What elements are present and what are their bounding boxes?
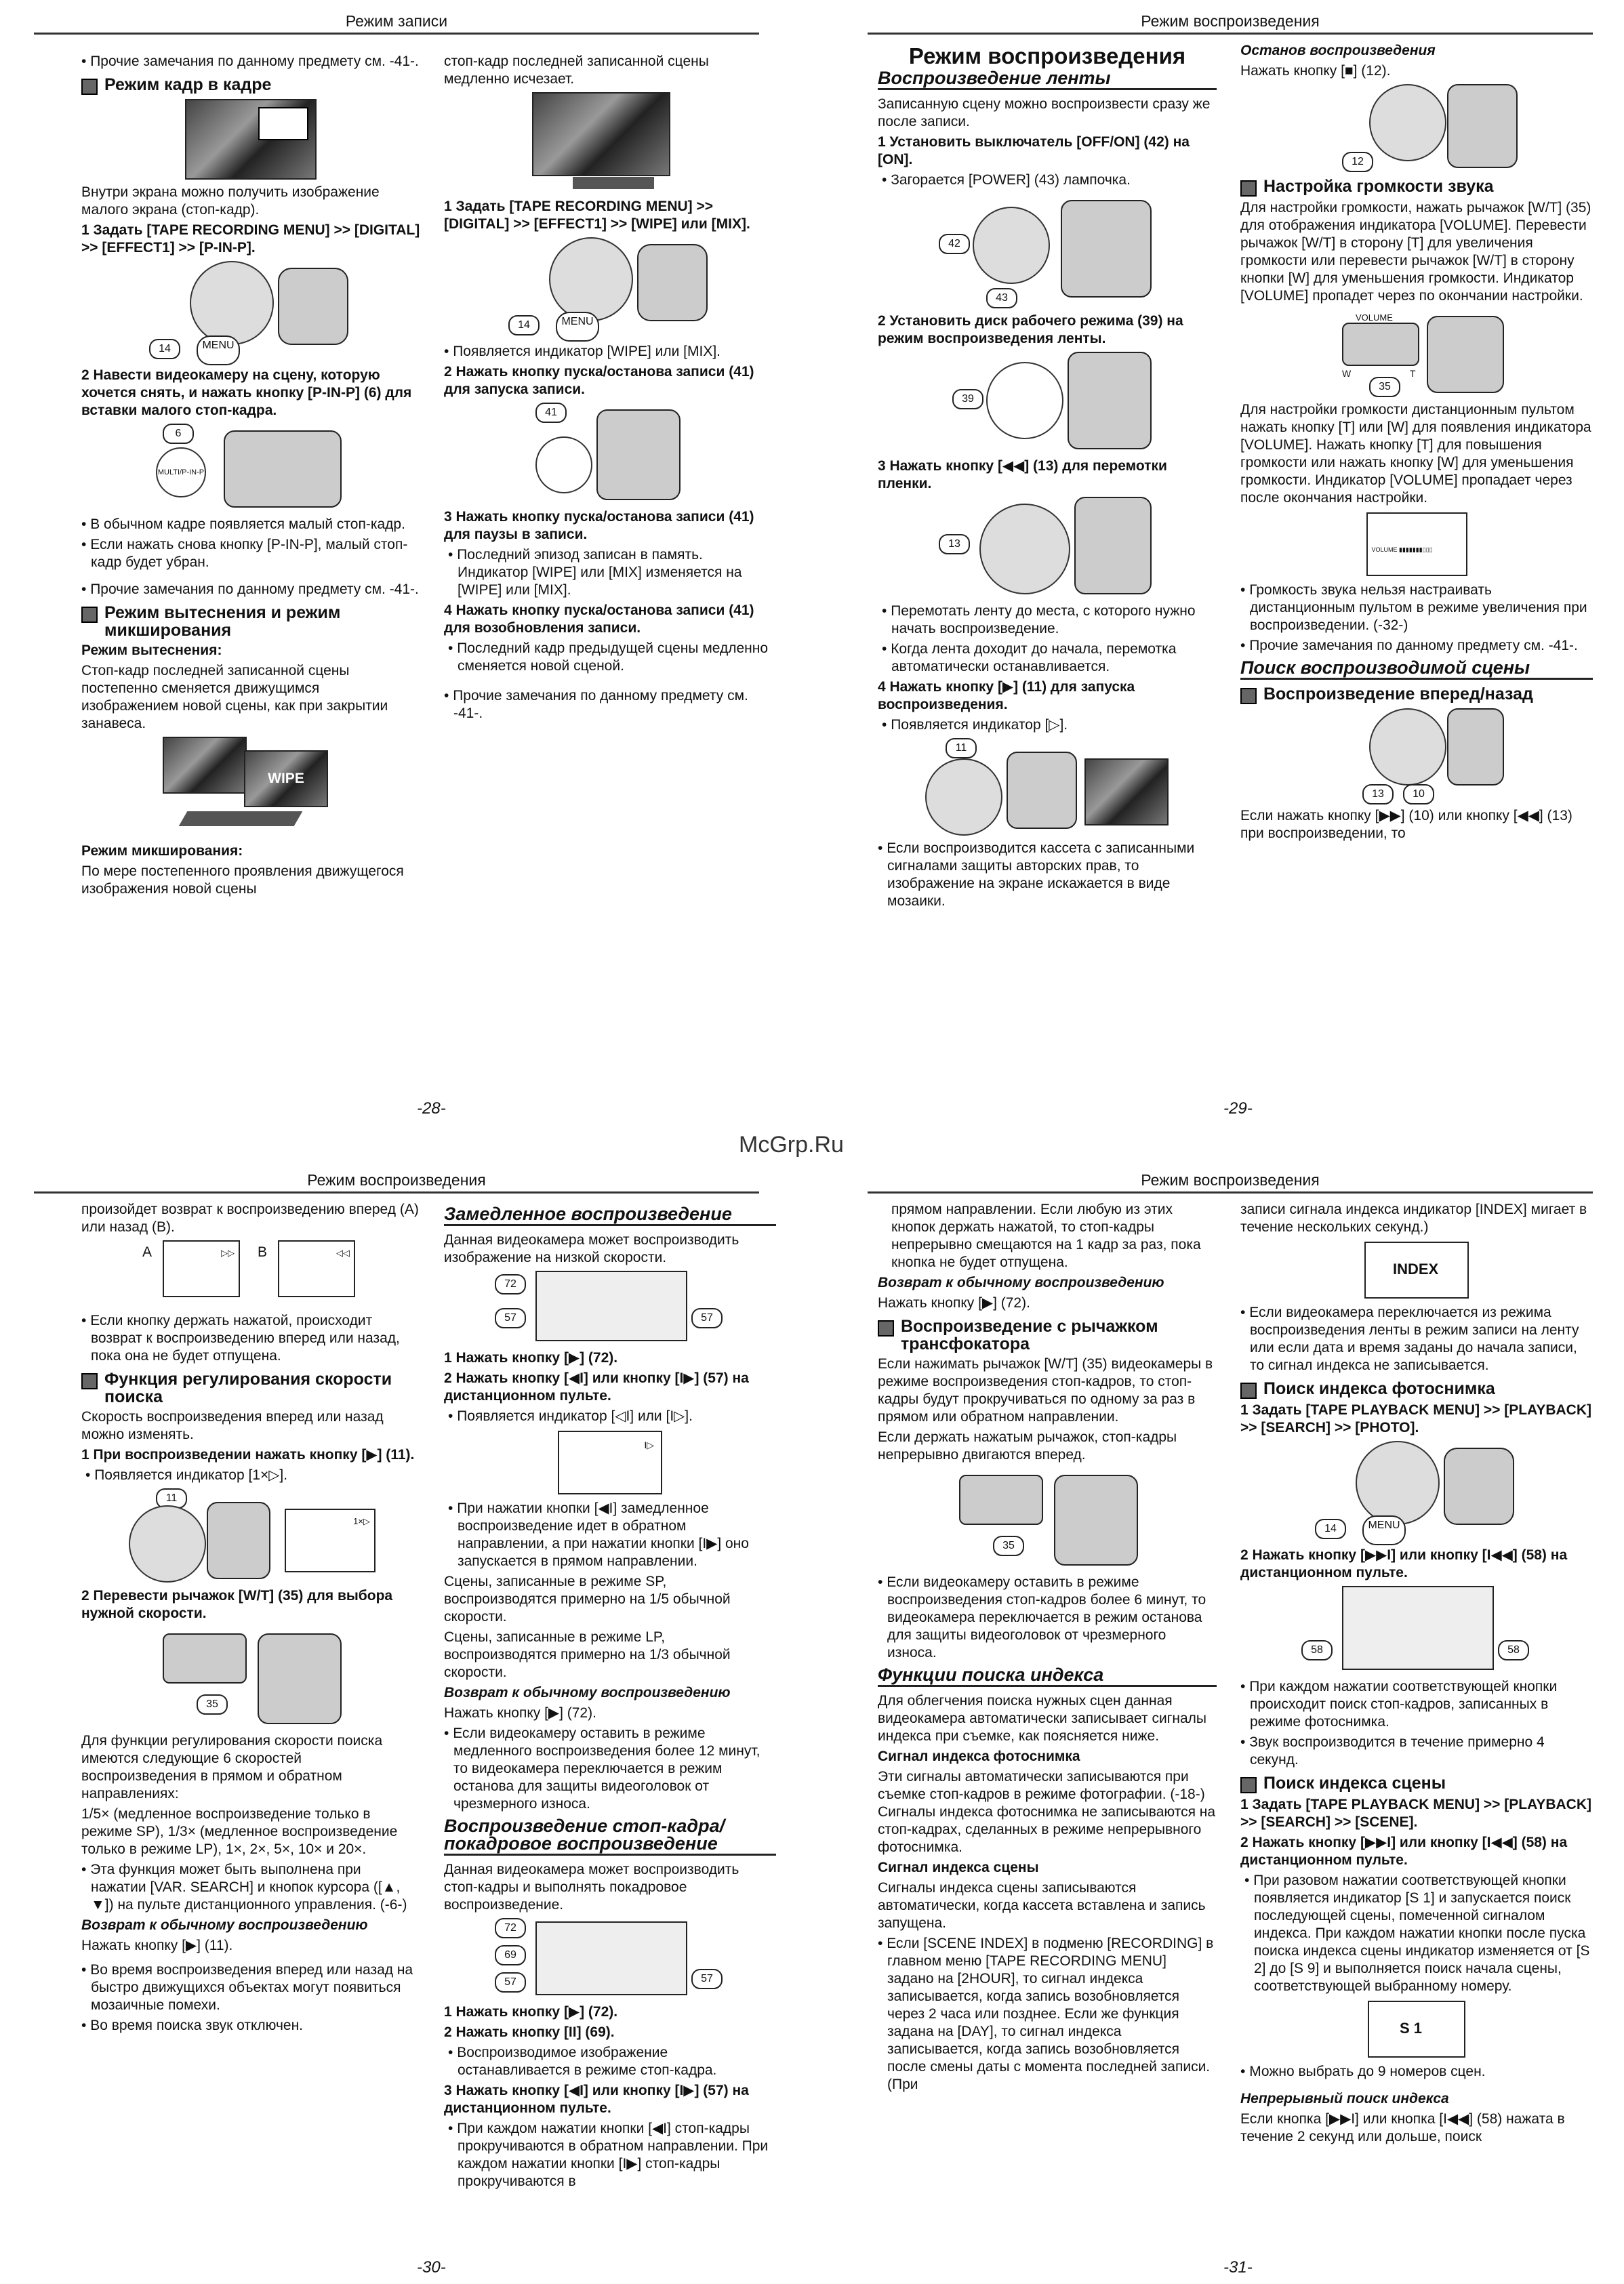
page-31 (834, 1159, 1613, 2284)
page-header: Режим воспроизведения (868, 1171, 1593, 1194)
label-35: 35 (1369, 377, 1400, 397)
zoom-lever-icon (1342, 323, 1419, 366)
step: 2 Установить диск рабочего режима (39) на режим воспроизведения ленты. (878, 313, 1183, 346)
label-35: 35 (993, 1536, 1024, 1556)
square-icon (81, 79, 98, 95)
label-41: 41 (535, 403, 567, 423)
volume-screen (1366, 512, 1467, 576)
label-b: B (258, 1244, 268, 1260)
step: 1 При воспроизведении нажать кнопку [▶] (11). (81, 1447, 415, 1463)
paragraph: Для облегчения поиска нужных сцен данная видеокамера автоматически записывает сигналы индекса при съемке, как поясняется ниже. (878, 1693, 1206, 1744)
paragraph: Стоп-кадр последней записанной сцены постепенно сменяется движущимся изображением новой сцены, как при закрытии занавеса. (81, 663, 388, 731)
mode-dial-illustration (939, 352, 1156, 453)
section-heading (878, 1318, 1217, 1353)
bullet: • Если кнопку держать нажатой, происходит возврат к воспроизведению вперед или назад, пока она не будет отпущена. (81, 1312, 420, 1365)
speed-indicator: 1×▷ (353, 1516, 370, 1526)
paragraph: Сигналы индекса сцены записываются автоматически, когда кассета вставлена и запись запущена. (878, 1880, 1206, 1931)
paragraph: Нажать кнопку [■] (12). (1240, 63, 1391, 79)
record-button-icon (535, 436, 592, 493)
bullet: • Если нажать снова кнопку [P-IN-P], малый стоп-кадр будет убран. (81, 536, 420, 571)
page-header: Режим записи (34, 12, 759, 35)
paragraph: Данная видеокамера может воспроизводить стоп-кадры и выполнять покадровое воспроизведение. (444, 1862, 739, 1913)
label-57: 57 (495, 1972, 526, 1993)
camera-body-icon (596, 409, 681, 500)
column-right (444, 1201, 776, 2193)
stop-illustration (1315, 84, 1518, 172)
camera-body-icon (207, 1502, 270, 1579)
bullet: • В обычном кадре появляется малый стоп-кадр. (81, 516, 420, 533)
section-heading (81, 604, 420, 639)
lever-illustration (946, 1468, 1149, 1570)
page-number: -28- (417, 1099, 446, 1118)
label-6: 6 (163, 424, 194, 444)
watermark: McGrp.Ru (739, 1132, 844, 1158)
page-header: Режим воспроизведения (34, 1171, 759, 1194)
subheading: Останов воспроизведения (1240, 43, 1436, 58)
index-indicator: INDEX (1393, 1261, 1439, 1278)
section-title: Настройка громкости звука (1263, 177, 1494, 196)
paragraph: произойдет возврат к воспроизведению вперед (A) или назад (B). (81, 1202, 419, 1235)
paragraph: Записанную сцену можно воспроизвести сразу же после записи. (878, 96, 1211, 129)
paragraph: 1/5× (медленное воспроизведение только в режиме SP), 1/3× (медленное воспроизведение только в режиме LP), 1×, 2×, 5×, 10× и 20×. (81, 1806, 398, 1857)
section-title: Поиск индекса сцены (1263, 1774, 1446, 1793)
label-57: 57 (691, 1308, 723, 1328)
label-14: 14 (149, 339, 180, 359)
bullet: • Появляется индикатор [WIPE] или [MIX]. (444, 343, 776, 361)
step: 2 Нажать кнопку [▶▶I] или кнопку [I◀◀] (58) на дистанционном пульте. (1240, 1835, 1568, 1868)
step: 3 Нажать кнопку пуска/останова записи (41) для паузы в записи. (444, 509, 754, 542)
remote-illustration (1301, 1586, 1532, 1674)
column-right (1240, 42, 1593, 845)
arrow-icon (573, 177, 654, 189)
cursor-dial-icon (190, 261, 274, 345)
volume-bar: VOLUME ▮▮▮▮▮▮▮▯▯▯ (1371, 546, 1433, 553)
section-heading (1240, 178, 1593, 197)
paragraph: Для настройки громкости, нажать рычажок [W/T] (35) для отображения индикатора [VOLUME]. Перевести рычажок [W/T] в сторону [T] для увеличения громкости или перевести рычажок [W/T] в сторону кнопки [W] для уменьшения громкости. Индикатор [VOLUME] пропадет через по окончании настройки. (1240, 200, 1591, 304)
paragraph: Если держать нажатым рычажок, стоп-кадры непрерывно двигаются вперед. (878, 1429, 1177, 1463)
pip-illustration (185, 99, 317, 180)
remote-illustration (495, 1918, 725, 1999)
paragraph: Для настройки громкости дистанционным пультом нажать кнопку [T] или [W] для появления индикатора [VOLUME]. Нажать кнопку [T] для повышения громкости или нажать кнопку [W] для уменьшения громкости. Индикатор [VOLUME] пропадает через после окончания настройки. (1240, 402, 1591, 506)
paragraph: Нажать кнопку [▶] (72). (878, 1295, 1030, 1311)
bullet: • Появляется индикатор [▷]. (878, 716, 1217, 734)
camera-body-icon (1061, 200, 1152, 298)
bullet: • Громкость звука нельзя настраивать дистанционным пультом в режиме увеличения при воспроизведении. (-32-) (1240, 582, 1593, 634)
paragraph: прямом направлении. Если любую из этих кнопок держать нажатой, то стоп-кадры непрерывно смещаются на 1 кадр за раз, пока кнопка не будет отпущена. (891, 1202, 1201, 1270)
step: 3 Нажать кнопку [◀I] или кнопку [I▶] (57) на дистанционном пульте. (444, 2083, 749, 2116)
bullet: • При нажатии кнопки [◀I] замедленное воспроизведение идет в обратном направлении, а при нажатии кнопки [I▶] оно запускается в прямом направлении. (444, 1500, 776, 1570)
paragraph: стоп-кадр последней записанной сцены медленно исчезает. (444, 54, 709, 87)
camera-body-icon (1068, 352, 1152, 449)
column-left (878, 1201, 1217, 2096)
paragraph: Внутри экрана можно получить изображение малого экрана (стоп-кадр). (81, 184, 380, 218)
section-title: Поиск индекса фотоснимка (1263, 1379, 1495, 1398)
section-heading (81, 1370, 420, 1406)
bullet: • Если [SCENE INDEX] в подменю [RECORDING] в главном меню [TAPE RECORDING MENU] задано на [2HOUR], то сигнал индекса записывается, когда запись возобновляется через 2 часа или позднее. Если же функция задана на [DAY], то сигнал индекса записывается, когда запись возобновляется после смены даты с момента последней записи. (При (878, 1935, 1217, 2094)
camera-body-icon (1074, 497, 1152, 594)
page-title: Режим воспроизведения (908, 43, 1186, 68)
playback-screen (1084, 758, 1169, 825)
subheading: Непрерывный поиск индекса (1240, 2091, 1449, 2106)
label-72: 72 (495, 1918, 526, 1938)
step: 1 Задать [TAPE RECORDING MENU] >> [DIGITAL] >> [EFFECT1] >> [P-IN-P]. (81, 222, 420, 256)
step: 1 Задать [TAPE PLAYBACK MENU] >> [PLAYBACK] >> [SEARCH] >> [PHOTO]. (1240, 1402, 1591, 1435)
section-title: Режим вытеснения и режим микширования (104, 603, 341, 640)
column-right (1240, 1201, 1593, 2148)
menu-button-icon: MENU (1362, 1515, 1406, 1545)
step: 1 Нажать кнопку [▶] (72). (444, 2004, 618, 2020)
subsection-title: Воспроизведение ленты (878, 69, 1217, 90)
paragraph: Если кнопка [▶▶I] или кнопка [I◀◀] (58) нажата в течение 2 секунд или дольше, поиск (1240, 2111, 1565, 2144)
direction-screens (142, 1240, 359, 1308)
t-label: T (1410, 368, 1416, 379)
bullet: • Если видеокамеру оставить в режиме медленного воспроизведения более 12 минут, то видеокамера переключается в режим останова для защиты видеоголовок от чрезмерного износа. (444, 1725, 776, 1813)
bullet: • Если видеокамера переключается из режима воспроизведения ленты в режим записи на ленту или если дата и время заданы до начала записи, то сигнал индекса не записывается. (1240, 1304, 1593, 1374)
label-57: 57 (691, 1969, 723, 1989)
camera-body-icon (1444, 1448, 1514, 1525)
zoom-lever-icon (959, 1475, 1043, 1525)
paragraph: Нажать кнопку [▶] (11). (81, 1938, 233, 1953)
camera-body-icon (1447, 708, 1504, 786)
note: • Прочие замечания по данному предмету см. -41-. (81, 53, 420, 70)
label-a: A (142, 1244, 153, 1260)
subheading: Режим микширования: (81, 843, 243, 859)
rewind-illustration (939, 497, 1156, 598)
square-icon (81, 1373, 98, 1389)
paragraph: Скорость воспроизведения вперед или назад можно изменять. (81, 1409, 384, 1442)
w-label: W (1342, 368, 1352, 379)
label-43: 43 (986, 288, 1017, 308)
bullet: • Эта функция может быть выполнена при нажатии [VAR. SEARCH] и кнопок курсора ([▲, ▼]) на пульте дистанционного управления. (-6-) (81, 1861, 420, 1914)
camera-menu-illustration (1315, 1441, 1518, 1543)
slow-screen (558, 1431, 662, 1494)
mode-dial-icon (986, 362, 1063, 439)
camera-body-icon (258, 1633, 342, 1724)
section-heading (1240, 1774, 1593, 1793)
bullet: • Во время воспроизведения вперед или назад на быстро движущихся объектах могут появиться мозаичные помехи. (81, 1961, 420, 2014)
bullet: • Последний кадр предыдущей сцены медленно сменяется новой сценой. (444, 640, 776, 675)
subheading: Возврат к обычному воспроизведению (81, 1917, 368, 1933)
camera-body-icon (1007, 752, 1077, 829)
subheading: Возврат к обычному воспроизведению (444, 1685, 731, 1700)
play-illustration (925, 738, 1169, 833)
page-29 (834, 0, 1613, 1125)
step: 1 Нажать кнопку [▶] (72). (444, 1350, 618, 1366)
paragraph: Если нажать кнопку [▶▶] (10) или кнопку [◀◀] (13) при воспроизведении, то (1240, 808, 1572, 841)
bullet: • Когда лента доходит до начала, перемотка автоматически останавливается. (878, 640, 1217, 676)
camera-menu-illustration (508, 237, 712, 339)
label-13: 13 (939, 534, 970, 554)
scene-indicator: S 1 (1400, 2020, 1423, 2037)
zoom-lever-icon (163, 1633, 247, 1684)
paragraph: Нажать кнопку [▶] (72). (444, 1705, 596, 1721)
speed-illustration (115, 1488, 386, 1583)
column-left (878, 42, 1217, 913)
paragraph: Данная видеокамера может воспроизводить изображение на низкой скорости. (444, 1232, 739, 1265)
mix-illustration (525, 92, 695, 194)
square-icon (1240, 180, 1257, 197)
paragraph: Для функции регулирования скорости поиска имеются следующие 6 скоростей воспроизведения в прямом и обратном направлениях: (81, 1733, 383, 1801)
camera-body-icon (1427, 316, 1504, 393)
remote-buttons-icon (535, 1921, 687, 1995)
paragraph: Эти сигналы автоматически записываются при съемке стоп-кадров в режиме фотографии. (-18-) Сигналы индекса фотоснимка не записываются на стоп-кадрах, сделанных в режиме непрерывного фотоснимка. (878, 1769, 1216, 1855)
bullet: • Появляется индикатор [1×▷]. (81, 1467, 420, 1484)
page-number: -29- (1223, 1099, 1253, 1118)
camera-body-icon (278, 268, 348, 345)
speed-screen (285, 1509, 375, 1572)
record-button-illustration (535, 403, 685, 504)
bullet: • Звук воспроизводится в течение примерно 4 секунд. (1240, 1734, 1593, 1769)
camera-menu-illustration (149, 261, 352, 363)
wipe-frame-1 (163, 737, 247, 794)
reverse-screen (278, 1240, 355, 1297)
subsection-title: Замедленное воспроизведение (444, 1205, 776, 1226)
power-switch-illustration (939, 193, 1156, 308)
step: 2 Нажать кнопку [II] (69). (444, 2024, 615, 2040)
volume-lever-illustration (1328, 309, 1505, 397)
label-11: 11 (946, 738, 977, 758)
paragraph: записи сигнала индекса индикатор [INDEX] мигает в течение нескольких секунд.) (1240, 1202, 1587, 1235)
cursor-dial-icon (925, 758, 1002, 836)
label-10: 10 (1403, 784, 1434, 804)
column-right (444, 53, 776, 725)
step: 1 Задать [TAPE RECORDING MENU] >> [DIGITAL] >> [EFFECT1] >> [WIPE] или [MIX]. (444, 199, 750, 232)
bullet: • Перемотать ленту до места, с которого нужно начать воспроизведение. (878, 603, 1217, 638)
page-header: Режим воспроизведения (868, 12, 1593, 35)
bullet: • Воспроизводимое изображение останавливается в режиме стоп-кадра. (444, 2044, 776, 2079)
label-11: 11 (156, 1488, 187, 1509)
power-switch-icon (973, 207, 1050, 284)
subsection-title: Поиск воспроизводимой сцены (1240, 659, 1593, 680)
label-57: 57 (495, 1308, 526, 1328)
mix-frame (532, 92, 670, 176)
paragraph: Сцены, записанные в режиме SP, воспроизводятся примерно на 1/5 обычной скорости. (444, 1574, 731, 1625)
step: 2 Нажать кнопку пуска/останова записи (41) для запуска записи. (444, 364, 754, 397)
section-title: Воспроизведение с рычажком трансфокатора (901, 1317, 1158, 1353)
square-icon (1240, 1777, 1257, 1793)
bullet: • При каждом нажатии соответствующей кнопки происходит поиск стоп-кадров, записанных в режиме фотоснимка. (1240, 1678, 1593, 1731)
bullet: • Прочие замечания по данному предмету см. -41-. (1240, 637, 1593, 655)
step: 4 Нажать кнопку [▶] (11) для запуска воспроизведения. (878, 679, 1135, 712)
note: • Прочие замечания по данному предмету см. -41-. (81, 581, 420, 598)
subsection-title: Воспроизведение стоп-кадра/ покадровое воспроизведение (444, 1817, 776, 1856)
camera-body-icon (1447, 84, 1518, 168)
square-icon (878, 1320, 894, 1337)
camera-body-icon (637, 244, 708, 321)
subheading: Сигнал индекса сцены (878, 1860, 1039, 1875)
section-heading (1240, 1380, 1593, 1399)
label-69: 69 (495, 1945, 526, 1965)
subheading: Режим вытеснения: (81, 643, 222, 658)
cursor-dial-icon (549, 237, 633, 321)
column-left (81, 1201, 420, 2037)
subheading: Сигнал индекса фотоснимка (878, 1749, 1080, 1764)
bullet: • Появляется индикатор [◁I] или [I▷]. (444, 1408, 776, 1425)
page-number: -30- (417, 2258, 446, 2277)
ff-rew-illustration (1328, 708, 1505, 803)
cursor-dial-icon (1356, 1441, 1440, 1525)
paragraph: Если нажимать рычажок [W/T] (35) видеокамеры в режиме воспроизведения стоп-кадров, то стоп-кадры будут прокручиваться по одному за раз в прямом или обратном направлении. (878, 1356, 1213, 1425)
subheading: Возврат к обычному воспроизведению (878, 1275, 1164, 1290)
reverse-indicator: ◁◁ (336, 1248, 350, 1258)
paragraph: По мере постепенного проявления движущегося изображения новой сцены (81, 863, 404, 897)
subsection-title: Функции поиска индекса (878, 1666, 1217, 1687)
forward-screen (163, 1240, 240, 1297)
label-39: 39 (952, 389, 983, 409)
cursor-dial-icon (979, 504, 1070, 594)
bullet: • Можно выбрать до 9 номеров сцен. (1240, 2063, 1593, 2081)
section-heading (1240, 685, 1593, 704)
paragraph: Сцены, записанные в режиме LP, воспроизводятся примерно на 1/3 обычной скорости. (444, 1629, 731, 1680)
camera-body-icon (1054, 1475, 1138, 1566)
remote-buttons-icon (1342, 1586, 1494, 1670)
section-title: Воспроизведение вперед/назад (1263, 685, 1533, 703)
remote-buttons-icon (535, 1271, 687, 1341)
label-12: 12 (1342, 152, 1373, 172)
label-72: 72 (495, 1274, 526, 1294)
step: 4 Нажать кнопку пуска/останова записи (41) для возобновления записи. (444, 603, 754, 636)
wipe-frame-2: WIPE (244, 750, 328, 807)
menu-button-icon: MENU (197, 335, 240, 365)
arrow-icon (179, 811, 303, 826)
square-icon (1240, 688, 1257, 704)
step: 2 Перевести рычажок [W/T] (35) для выбора нужной скорости. (81, 1588, 393, 1621)
wipe-illustration (163, 737, 339, 838)
pip-inset (258, 107, 308, 140)
page-28 (0, 0, 779, 1125)
page-30 (0, 1159, 779, 2284)
section-title: Режим кадр в кадре (104, 75, 272, 94)
multi-pip-button-icon: MULTI/P-IN-P (156, 447, 206, 497)
bullet: • Загорается [POWER] (43) лампочка. (878, 171, 1217, 189)
bullet: • Последний эпизод записан в память. Индикатор [WIPE] или [MIX] изменяется на [WIPE] или [MIX]. (444, 546, 776, 599)
step: 3 Нажать кнопку [◀◀] (13) для перемотки пленки. (878, 458, 1167, 491)
step: 2 Нажать кнопку [◀I] или кнопку [I▶] (57) на дистанционном пульте. (444, 1370, 749, 1404)
column-left (81, 53, 420, 901)
step: 1 Установить выключатель [OFF/ON] (42) на [ON]. (878, 134, 1190, 167)
menu-button-icon: MENU (556, 312, 599, 342)
volume-label: VOLUME (1356, 312, 1393, 323)
label-35: 35 (197, 1694, 228, 1715)
bullet: • При разовом нажатии соответствующей кнопки появляется индикатор [S 1] и запускается поиск последующей сцены, помеченной сигналом индекса. При каждом нажатии кнопки после пуска поиска индекса сцены индикатор изменяется от [S 2] до [S 9] и выполняется поиск начала сцены, соответствующей выбранному номеру. (1240, 1872, 1593, 1995)
bullet: • Во время поиска звук отключен. (81, 2017, 420, 2035)
label-42: 42 (939, 234, 970, 254)
label-14: 14 (1315, 1519, 1346, 1539)
bullet: • Если видеокамеру оставить в режиме воспроизведения стоп-кадров более 6 минут, то видеокамера переключается в режим останова для защиты видеоголовок от чрезмерного износа. (878, 1574, 1217, 1662)
lever-illustration (149, 1627, 352, 1728)
slow-indicator: I▷ (644, 1440, 654, 1450)
bullet: • При каждом нажатии кнопки [◀I] стоп-кадры прокручиваются в обратном направлении. При каждом нажатии кнопки [I▶] стоп-кадры прокручиваются в (444, 2120, 776, 2190)
square-icon (81, 607, 98, 623)
label-58: 58 (1498, 1640, 1529, 1660)
step: 2 Навести видеокамеру на сцену, которую хочется снять, и нажать кнопку [P-IN-P] (6) для вставки малого стоп-кадра. (81, 367, 412, 418)
cursor-dial-icon (1369, 708, 1446, 786)
section-title: Функция регулирования скорости поиска (104, 1370, 392, 1406)
cursor-dial-icon (129, 1505, 206, 1583)
remote-illustration (495, 1271, 725, 1345)
index-screen (1364, 1242, 1469, 1299)
bullet: • Если воспроизводится кассета с записанными сигналами защиты авторских прав, то изображение на экране искажается в виде мозаики. (878, 840, 1217, 910)
page-number: -31- (1223, 2258, 1253, 2277)
pip-button-illustration (149, 424, 352, 512)
forward-indicator: ▷▷ (221, 1248, 235, 1258)
note: • Прочие замечания по данному предмету см. -41-. (444, 687, 776, 722)
label-14: 14 (508, 315, 540, 335)
cursor-dial-icon (1369, 84, 1446, 161)
step: 1 Задать [TAPE PLAYBACK MENU] >> [PLAYBACK] >> [SEARCH] >> [SCENE]. (1240, 1797, 1591, 1830)
scene-screen (1368, 2001, 1465, 2058)
label-58: 58 (1301, 1640, 1333, 1660)
step: 2 Нажать кнопку [▶▶I] или кнопку [I◀◀] (58) на дистанционном пульте. (1240, 1547, 1568, 1581)
camera-body-icon (224, 430, 342, 508)
section-heading (81, 76, 420, 95)
square-icon (1240, 1383, 1257, 1399)
label-13: 13 (1362, 784, 1394, 804)
